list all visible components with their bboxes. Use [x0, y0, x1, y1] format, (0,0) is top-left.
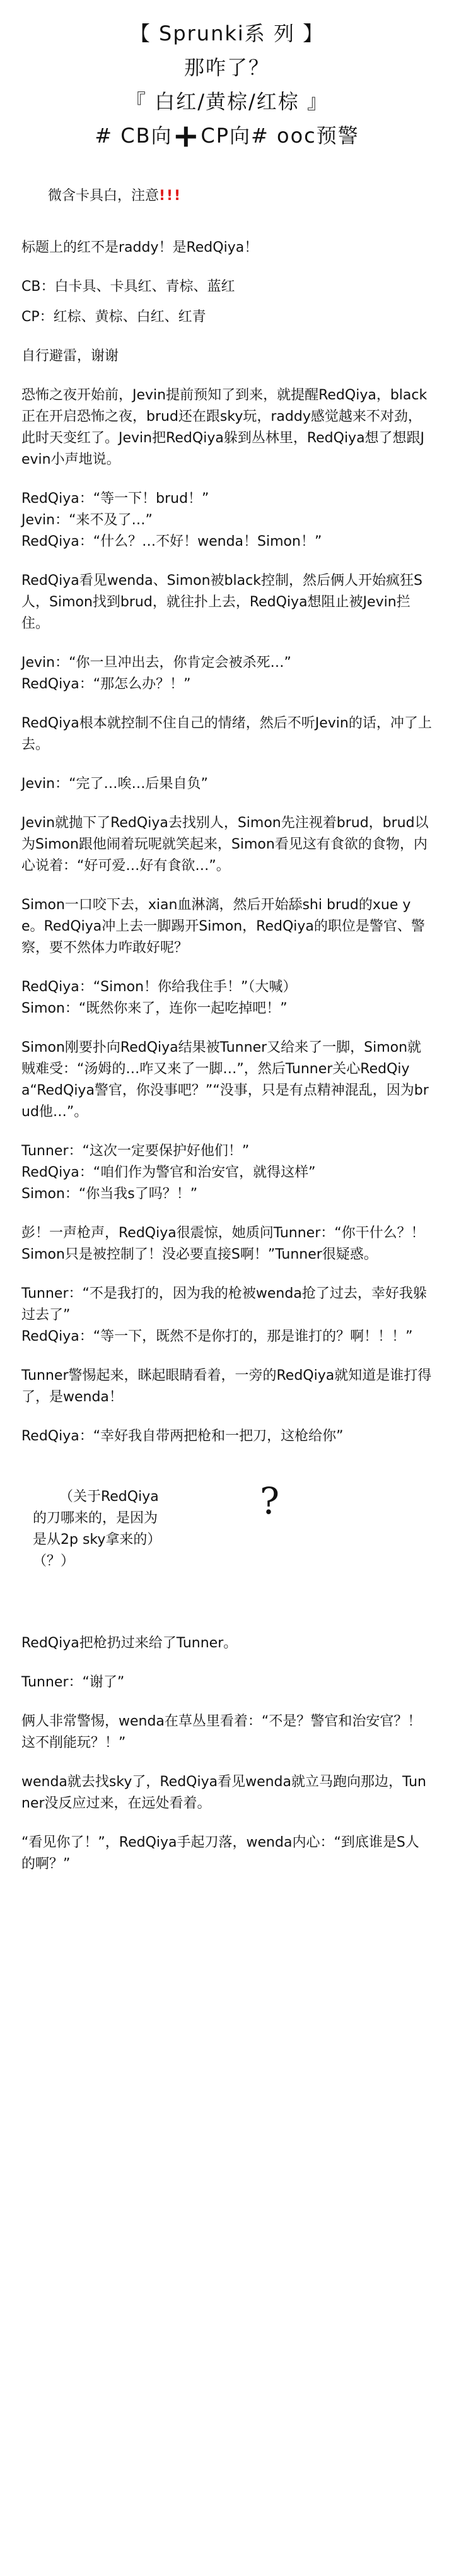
cb-line: CB：白卡具、卡具红、青棕、蓝红 [21, 279, 235, 295]
dialogue-line: RedQiya：“幸好我自带两把枪和一把刀，这枪给你” [21, 1428, 344, 1444]
warning-text: 微含卡具白，注意 [47, 188, 159, 204]
story-paragraph: Jevin就抛下了RedQiya去找别人，Simon先注视着brud，brud以为Simon跟他闹着玩呢就笑起来，Simon看见这有食欲的食物，内心说着：“好可爱…好有食欲…”。 [21, 815, 429, 874]
story-paragraph: Tunner警惕起来，眯起眼睛看着，一旁的RedQiya就知道是谁打得了，是wenda！ [21, 1368, 432, 1405]
series-title: 【 Sprunki系 列 】 [129, 21, 325, 45]
dialogue-block: RedQiya：“Simon！你给我住手！”（大喊） Simon：“既然你来了，连你一起吃掉吧！” [21, 979, 297, 1016]
story-paragraph: Simon刚要扑向RedQiya结果被Tunner又给来了一脚，Simon就贼难受：“汤姆的…咋又来了一脚…”，然后Tunner关心RedQiya“RedQiya警官，你没事吧？”“没事，只是有点精神混乱，因为brud他…”。 [21, 1040, 429, 1120]
story-paragraph: “看见你了！”，RedQiya手起刀落，wenda内心：“到底谁是S人的啊？” [21, 1835, 419, 1872]
dialogue-block: Tunner：“这次一定要保护好他们！” RedQiya：“咱们作为警官和治安官，就得这样” Simon：“你当我s了吗？！” [21, 1143, 316, 1202]
dialogue-block: Jevin：“你一旦冲出去，你肯定会被杀死…” RedQiya：“那怎么办？！” [21, 655, 291, 692]
story-paragraph: Simon一口咬下去，xian血淋漓，然后开始舔shi brud的xue ye。RedQiya冲上去一脚踢开Simon，RedQiya的职位是警官、警察，要不然体力咋敢好呢？ [21, 897, 425, 956]
warning-line [21, 164, 433, 228]
story-paragraph: 恐怖之夜开始前，Jevin提前预知了到来，就提醒RedQiya，black正在开启恐怖之夜，brud还在跟sky玩，raddy感觉越来不对劲，此时天变红了。Jevin把RedQiya躲到丛林里，RedQiya想了想跟Jevin小声地说。 [21, 387, 428, 468]
story-paragraph: wenda就去找sky了，RedQiya看见wenda就立马跑向那边，Tunner没反应过来，在远处看着。 [21, 1774, 426, 1811]
tag-cp-ooc: CP向# ooc预警 [201, 124, 359, 148]
plus-icon: + [172, 116, 202, 155]
title-note: 标题上的红不是raddy！是RedQiya！ [21, 240, 259, 256]
story-paragraph: RedQiya根本就控制不住自己的情绪，然后不听Jevin的话，冲了上去。 [21, 715, 432, 753]
dialogue-block: Tunner：“不是我打的，因为我的枪被wenda抢了过去，幸好我躲过去了” RedQiya：“等一下，既然不是你打的，那是谁打的？啊！！！” [21, 1286, 427, 1344]
story-paragraph: 彭！一声枪声，RedQiya很震惊，她质问Tunner：“你干什么？！Simon只是被控制了！没必要直接S啊！”Tunner很疑惑。 [21, 1225, 425, 1262]
dialogue-block: RedQiya：“等一下！brud！” Jevin：“来不及了…” RedQiya：“什么？…不好！wenda！Simon！” [21, 491, 322, 550]
story-paragraph: RedQiya看见wenda、Simon被black控制，然后俩人开始疯狂S人，Simon找到brud，就往扑上去，RedQiya想阻止被Jevin拦住。 [21, 573, 422, 632]
tag-cb: # CB向 [95, 124, 173, 148]
avoid-line: 自行避雷，谢谢 [21, 348, 119, 364]
question-mark-icon: ? [260, 1479, 280, 1522]
content [21, 164, 433, 1875]
story-paragraph: 俩人非常警惕，wenda在草丛里看着：“不是？警官和治安官？！这不削能玩？！” [21, 1714, 422, 1751]
warning-marks: !!! [158, 188, 182, 204]
dialogue-line: Tunner：“谢了” [21, 1674, 125, 1690]
pairing-title: 『 白红/黄棕/红棕 』 [125, 90, 329, 114]
author-note [33, 1465, 280, 1615]
author-note-text: （关于RedQiya的刀哪来的，是因为是从2p sky拿来的）（？） [33, 1489, 161, 1569]
cp-line: CP：红棕、黄棕、白红、红青 [21, 309, 206, 325]
story-title: 那咋了？ [183, 56, 270, 79]
story-paragraph: RedQiya把枪扔过来给了Tunner。 [21, 1635, 238, 1651]
tag-line [21, 116, 433, 155]
dialogue-line: Jevin：“完了…唉…后果自负” [21, 776, 208, 792]
header [21, 16, 433, 153]
